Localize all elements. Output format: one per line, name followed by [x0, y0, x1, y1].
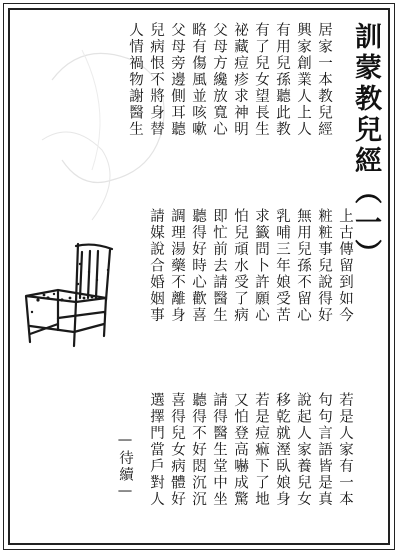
- verse-line: 有了兒女望長生: [253, 22, 269, 138]
- verse-line: 聽得好時心歡喜: [190, 208, 206, 324]
- verse-line: 略有傷風並咳嗽: [190, 22, 206, 138]
- verse-line: 選擇門當戶對人: [148, 392, 164, 508]
- verse-line: 乳哺三年娘受苦: [274, 208, 290, 324]
- verse-line: 興家創業人上人: [295, 22, 311, 138]
- verse-line: 粧粧事兒說得好: [316, 208, 332, 324]
- verse-line: 聽得不好悶沉沉: [190, 392, 206, 508]
- page-title: 訓蒙教兒經（一）: [350, 22, 381, 270]
- verse-line: 上古傳留到如今: [337, 208, 353, 324]
- verse-line: 父母旁邊側耳聽: [169, 22, 185, 138]
- verse-line: 人情禍物謝醫生: [127, 22, 143, 138]
- verse-line: 父母方纔放寬心: [211, 22, 227, 138]
- verse-line: 請得醫生堂中坐: [211, 392, 227, 508]
- chair-illustration: [18, 240, 118, 350]
- verse-line: 喜得兒女病體好: [169, 392, 185, 508]
- verse-line: 說起人家養兒女: [295, 392, 311, 508]
- verse-line: 又怕登高嚇成驚: [232, 392, 248, 508]
- verse-line: 移乾就溼臥娘身: [274, 392, 290, 508]
- verse-line: 居家一本教兒經: [316, 22, 332, 138]
- verse-line: 請媒說合婚姻事: [148, 208, 164, 324]
- verse-line: 祕藏痘疹求神明: [232, 22, 248, 138]
- verse-line: 兒病恨不將身替: [148, 22, 164, 138]
- to-be-continued-note: —待續—: [117, 432, 133, 501]
- verse-line: 無用兒孫不留心: [295, 208, 311, 324]
- verse-line: 若是痘痲下了地: [253, 392, 269, 508]
- verse-line: 調理湯藥不離身: [169, 208, 185, 324]
- verse-line: 有用兒孫聽此教: [274, 22, 290, 138]
- verse-line: 句句言語皆是真: [316, 392, 332, 508]
- verse-line: 即忙前去請醫生: [211, 208, 227, 324]
- verse-line: 求籤問卜許願心: [253, 208, 269, 324]
- verse-line: 怕兒頑水受了病: [232, 208, 248, 324]
- verse-line: 若是人家有一本: [337, 392, 353, 508]
